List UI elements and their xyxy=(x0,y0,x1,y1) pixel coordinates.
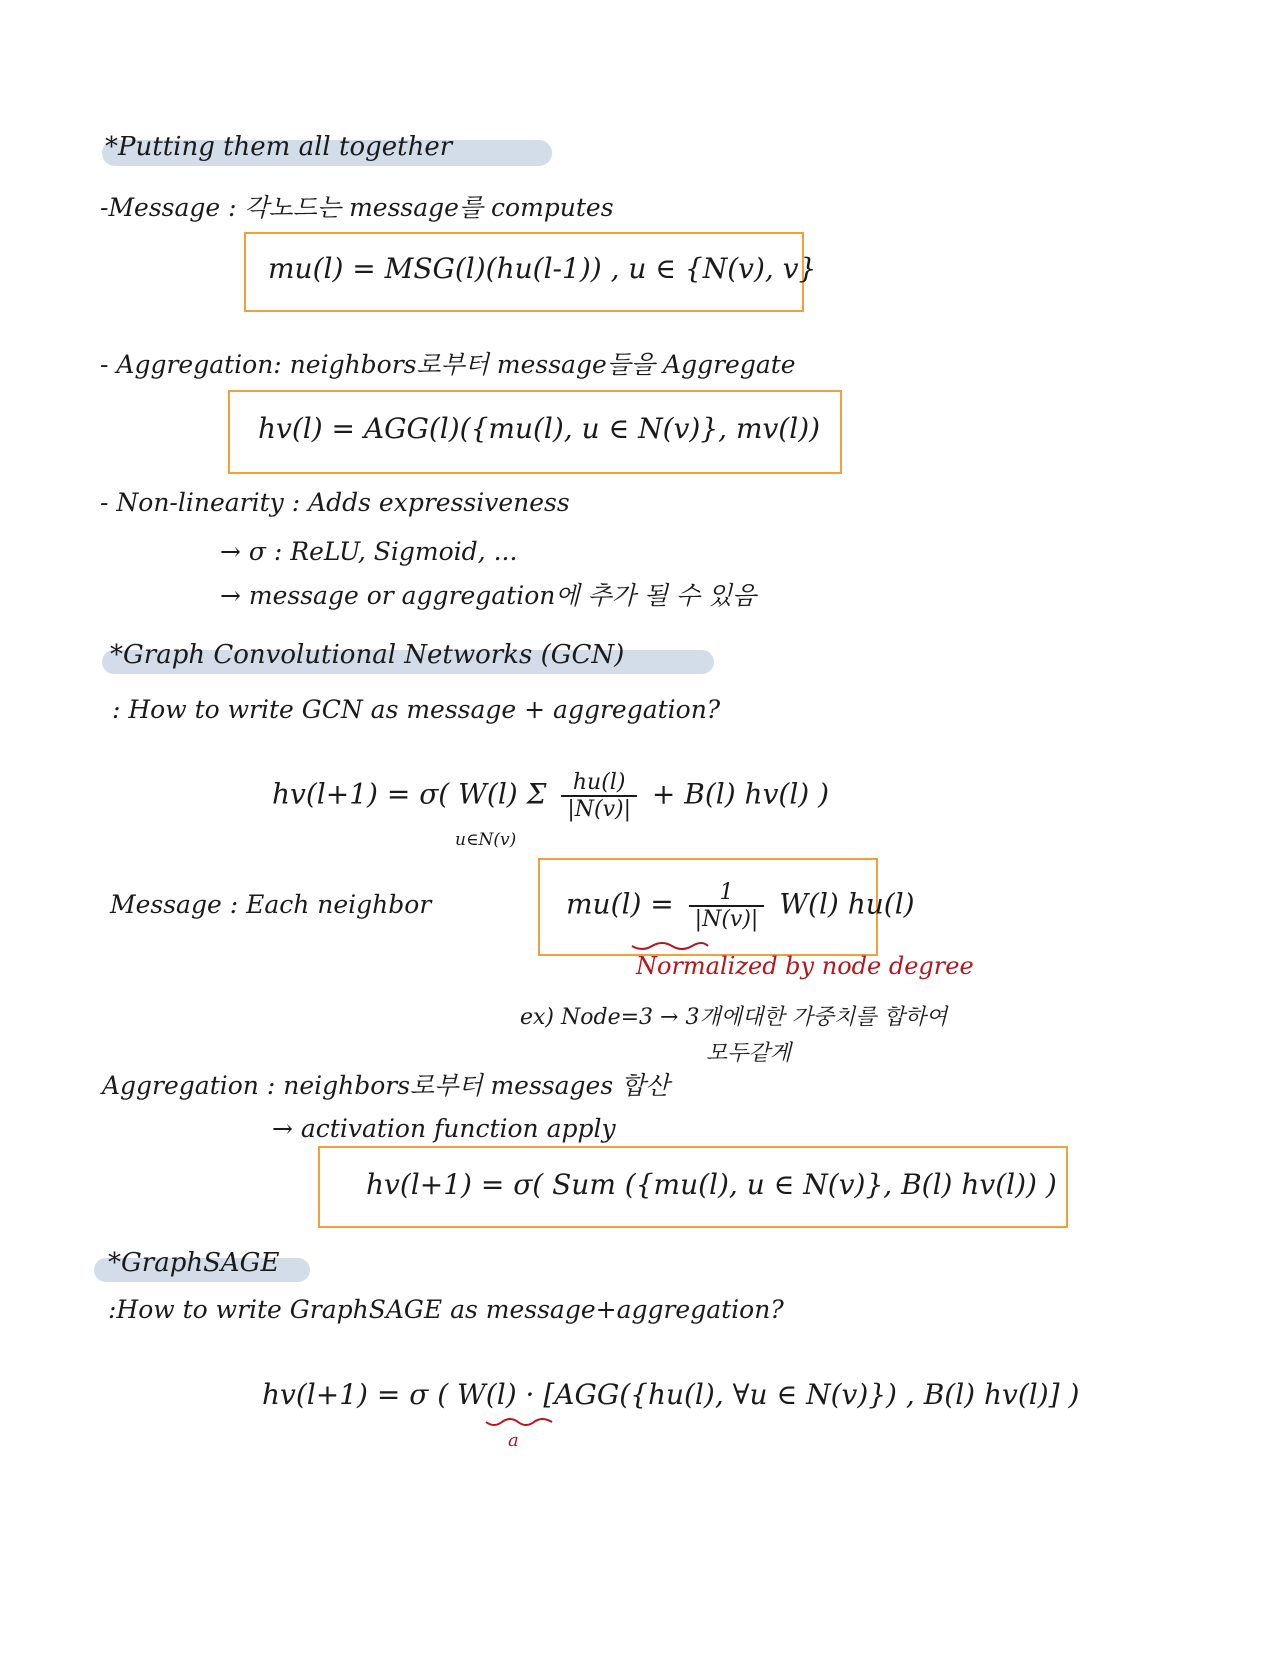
gcn-formula xyxy=(272,770,829,822)
gcn-message-label: Message : Each neighbor xyxy=(110,890,432,919)
graphsage-formula-agg: [AGG({hu(l), ∀u ∈ N(v)}) xyxy=(543,1378,897,1411)
gcn-message-right: W(l) hu(l) xyxy=(779,887,915,921)
gcn-message-numerator: 1 xyxy=(689,880,765,907)
graphsage-formula xyxy=(262,1378,1079,1411)
graphsage-question: :How to write GraphSAGE as message+aggregation? xyxy=(108,1295,784,1324)
gcn-message-fraction xyxy=(689,880,765,932)
gcn-aggregation-formula: hv(l+1) = σ( Sum ({mu(l), u ∈ N(v)}, B(l) hv(l)) ) xyxy=(366,1168,1057,1201)
section-title-putting-together: *Putting them all together xyxy=(105,132,453,162)
gcn-formula-denominator: |N(v)| xyxy=(567,797,631,822)
gcn-activation-line: → activation function apply xyxy=(272,1114,616,1143)
graphsage-under-mark: a xyxy=(508,1430,519,1451)
gcn-question: : How to write GCN as message + aggregation? xyxy=(112,695,721,724)
message-formula: mu(l) = MSG(l)(hu(l-1)) , u ∈ {N(v), v} xyxy=(268,252,817,285)
nonlinearity-sub2: → message or aggregation에 추가 될 수 있음 xyxy=(220,581,757,610)
section-title-graphsage: *GraphSAGE xyxy=(108,1248,280,1278)
gcn-formula-right: + B(l) hv(l) ) xyxy=(651,777,830,811)
message-line: -Message : 각노드는 message를 computes xyxy=(100,193,614,222)
gcn-message-formula xyxy=(566,880,915,932)
graphsage-formula-left: hv(l+1) = σ ( W(l) · xyxy=(262,1378,535,1411)
aggregation-line: - Aggregation: neighbors로부터 message들을 Aggregate xyxy=(100,350,796,379)
gcn-formula-sum-index: u∈N(v) xyxy=(455,830,517,850)
gcn-message-left: mu(l) = xyxy=(566,887,674,921)
example-line1: ex) Node=3 → 3개에대한 가중치를 합하여 xyxy=(520,1005,948,1030)
example-line2: 모두같게 xyxy=(706,1041,792,1066)
gcn-message-denominator: |N(v)| xyxy=(694,907,759,932)
gcn-aggregation-line: Aggregation : neighbors로부터 messages 합산 xyxy=(102,1071,670,1100)
graphsage-formula-right: , B(l) hv(l)] ) xyxy=(905,1378,1080,1411)
gcn-formula-fraction xyxy=(561,770,637,822)
nonlinearity-line: - Non-linearity : Adds expressiveness xyxy=(100,488,570,517)
red-squiggle-agg xyxy=(484,1416,554,1430)
gcn-formula-numerator: hu(l) xyxy=(561,770,637,797)
normalized-note: Normalized by node degree xyxy=(636,952,974,980)
section-title-gcn: *Graph Convolutional Networks (GCN) xyxy=(110,640,625,670)
gcn-formula-left: hv(l+1) = σ( W(l) Σ xyxy=(272,777,547,811)
nonlinearity-sub1: → σ : ReLU, Sigmoid, ... xyxy=(220,537,518,566)
aggregation-formula: hv(l) = AGG(l)({mu(l), u ∈ N(v)}, mv(l)) xyxy=(258,412,821,445)
